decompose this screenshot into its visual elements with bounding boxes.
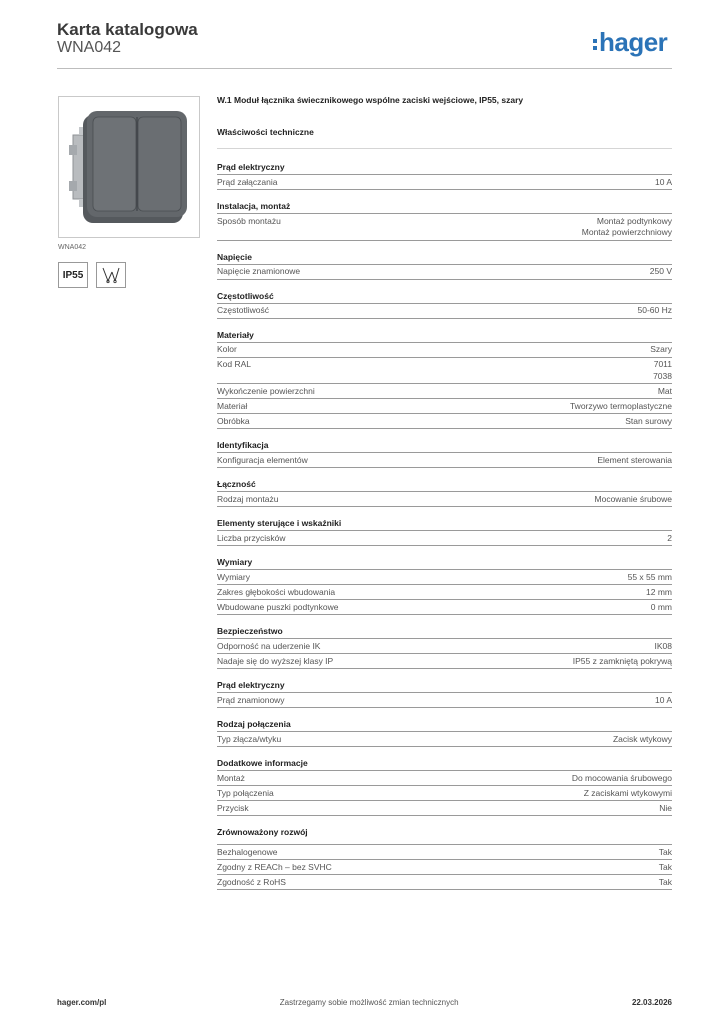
spec-row bbox=[217, 693, 672, 708]
spec-section bbox=[217, 157, 672, 190]
section-title: Materiały bbox=[217, 325, 672, 343]
spec-section bbox=[217, 247, 672, 280]
spec-value: Mocowanie śrubowe bbox=[594, 493, 672, 504]
spec-label: Rodzaj montażu bbox=[217, 493, 279, 504]
page-footer bbox=[57, 998, 672, 1007]
spec-label: Odporność na uderzenie IK bbox=[217, 640, 321, 651]
spec-label: Zakres głębokości wbudowania bbox=[217, 586, 336, 597]
spec-section bbox=[217, 286, 672, 319]
spec-value: 7011 7038 bbox=[653, 359, 672, 381]
brand-name: hager bbox=[599, 27, 668, 57]
spec-value: Mat bbox=[657, 385, 672, 396]
product-title: W.1 Moduł łącznika świecznikowego wspólne zaciski wejściowe, IP55, szary bbox=[217, 95, 524, 105]
spec-row bbox=[217, 801, 672, 816]
spec-row bbox=[217, 214, 672, 241]
spec-section bbox=[217, 325, 672, 430]
spec-value: Tak bbox=[658, 861, 672, 872]
spec-section bbox=[217, 196, 672, 241]
spec-row bbox=[217, 639, 672, 654]
spec-value: Montaż podtynkowy Montaż powierzchniowy bbox=[581, 215, 672, 237]
spec-value: 0 mm bbox=[650, 601, 672, 612]
spec-label: Napięcie znamionowe bbox=[217, 266, 301, 276]
spec-value: Tak bbox=[658, 846, 672, 857]
spec-row bbox=[217, 175, 672, 190]
ip-rating-badge: IP55 bbox=[58, 262, 88, 288]
spec-row bbox=[217, 860, 672, 875]
footer-website[interactable]: hager.com/pl bbox=[57, 998, 107, 1007]
spec-row bbox=[217, 358, 672, 385]
header-divider bbox=[57, 68, 672, 69]
spec-section bbox=[217, 474, 672, 507]
spec-row bbox=[217, 771, 672, 786]
spec-label: Nadaje się do wyższej klasy IP bbox=[217, 655, 334, 666]
spec-section bbox=[217, 621, 672, 669]
spec-value: 250 V bbox=[649, 266, 672, 276]
section-title: Identyfikacja bbox=[217, 435, 672, 453]
spec-row bbox=[217, 384, 672, 399]
spec-row bbox=[217, 786, 672, 801]
spec-value: IK08 bbox=[654, 640, 672, 651]
spec-row bbox=[217, 492, 672, 507]
spec-row bbox=[217, 654, 672, 669]
footer-date: 22.03.2026 bbox=[631, 998, 672, 1007]
section-title: Częstotliwość bbox=[217, 286, 672, 304]
spec-value: Nie bbox=[659, 802, 672, 813]
spec-value: Z zaciskami wtykowymi bbox=[583, 787, 672, 798]
brand-logo bbox=[593, 28, 667, 56]
spec-value: Element sterowania bbox=[597, 454, 672, 465]
spec-value: 10 A bbox=[654, 694, 672, 705]
switch-module-icon bbox=[59, 97, 199, 237]
section-title: Dodatkowe informacje bbox=[217, 753, 672, 771]
spec-label: Bezhalogenowe bbox=[217, 846, 278, 857]
spec-value: Tworzywo termoplastyczne bbox=[569, 400, 672, 411]
spec-row bbox=[217, 585, 672, 600]
spec-value: 2 bbox=[667, 532, 672, 543]
spec-label: Wymiary bbox=[217, 571, 250, 582]
spec-value: Tak bbox=[658, 876, 672, 887]
spec-section bbox=[217, 822, 672, 890]
spec-row bbox=[217, 399, 672, 414]
spec-label: Prąd znamionowy bbox=[217, 694, 285, 705]
section-title: Wymiary bbox=[217, 552, 672, 570]
spec-label: Obróbka bbox=[217, 415, 250, 426]
spec-value: Stan surowy bbox=[625, 415, 672, 426]
footer-disclaimer: Zastrzegamy sobie możliwość zmian technicznych bbox=[279, 998, 459, 1007]
spec-label: Sposób montażu bbox=[217, 215, 281, 226]
spec-label: Montaż bbox=[217, 772, 245, 783]
spec-label: Zgodny z REACh – bez SVHC bbox=[217, 861, 332, 872]
spec-label: Wykończenie powierzchni bbox=[217, 385, 315, 396]
product-code: WNA042 bbox=[57, 39, 122, 56]
spec-row bbox=[217, 875, 672, 890]
product-image bbox=[58, 96, 200, 238]
spec-section bbox=[217, 513, 672, 546]
section-title: Łączność bbox=[217, 474, 672, 492]
spec-value: Szary bbox=[650, 344, 672, 354]
page-title: Karta katalogowa bbox=[57, 20, 198, 39]
spec-label: Kod RAL bbox=[217, 359, 252, 369]
spec-label: Prąd załączania bbox=[217, 176, 278, 187]
spec-label: Materiał bbox=[217, 400, 248, 411]
spec-value: Zacisk wtykowy bbox=[612, 733, 672, 744]
spec-row bbox=[217, 845, 672, 860]
spec-value: 50-60 Hz bbox=[637, 305, 672, 315]
spec-label: Wbudowane puszki podtynkowe bbox=[217, 601, 339, 612]
spec-label: Częstotliwość bbox=[217, 305, 269, 315]
spec-section bbox=[217, 714, 672, 747]
section-title: Bezpieczeństwo bbox=[217, 621, 672, 639]
section-title: Instalacja, montaż bbox=[217, 196, 672, 214]
spec-row bbox=[217, 453, 672, 468]
section-title: Napięcie bbox=[217, 247, 672, 265]
spec-label: Liczba przycisków bbox=[217, 532, 286, 543]
spec-value: 55 x 55 mm bbox=[627, 571, 672, 582]
spec-content bbox=[217, 94, 672, 890]
spec-row bbox=[217, 531, 672, 546]
spec-label: Typ złącza/wtyku bbox=[217, 733, 282, 744]
spec-value: 10 A bbox=[654, 176, 672, 187]
properties-heading: Właściwości techniczne bbox=[217, 126, 672, 149]
switch-symbol-badge bbox=[96, 262, 126, 288]
logo-dots-icon bbox=[593, 39, 597, 50]
spec-section bbox=[217, 552, 672, 615]
spec-label: Konfiguracja elementów bbox=[217, 454, 308, 465]
spec-label: Kolor bbox=[217, 344, 237, 354]
spec-value: IP55 z zamkniętą pokrywą bbox=[572, 655, 672, 666]
section-title: Elementy sterujące i wskaźniki bbox=[217, 513, 672, 531]
spec-row bbox=[217, 600, 672, 615]
spec-row bbox=[217, 304, 672, 319]
spec-value: Do mocowania śrubowego bbox=[571, 772, 672, 783]
spec-label: Zgodność z RoHS bbox=[217, 876, 286, 887]
spec-row bbox=[217, 732, 672, 747]
spec-sections bbox=[217, 157, 672, 890]
spec-section bbox=[217, 753, 672, 816]
section-title: Prąd elektryczny bbox=[217, 675, 672, 693]
spec-row bbox=[217, 570, 672, 585]
spec-row bbox=[217, 343, 672, 358]
spec-row bbox=[217, 414, 672, 429]
spec-value: 12 mm bbox=[646, 586, 672, 597]
spec-section bbox=[217, 675, 672, 708]
switch-symbol-icon bbox=[100, 265, 122, 285]
image-caption: WNA042 bbox=[58, 244, 87, 251]
spec-label: Przycisk bbox=[217, 802, 249, 813]
section-title: Zrównoważony rozwój bbox=[217, 827, 308, 837]
spec-row bbox=[217, 265, 672, 280]
section-title: Prąd elektryczny bbox=[217, 157, 672, 175]
spec-section bbox=[217, 435, 672, 468]
spec-label: Typ połączenia bbox=[217, 787, 274, 798]
section-title: Rodzaj połączenia bbox=[217, 714, 672, 732]
